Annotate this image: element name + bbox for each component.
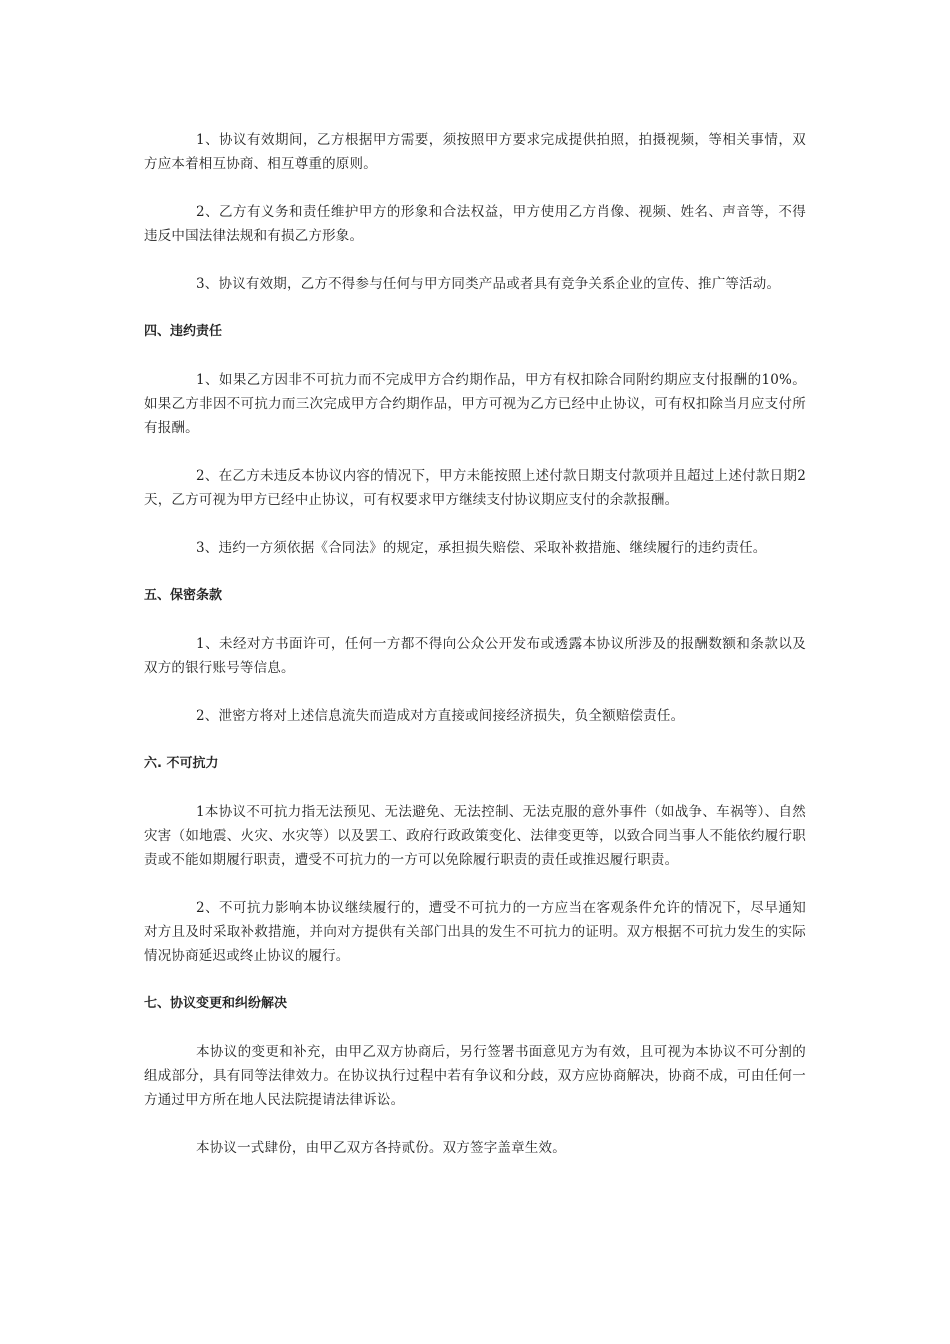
clause-amendment-1: 本协议的变更和补充，由甲乙双方协商后，另行签署书面意见方为有效，且可视为本协议不可分割的组成部分，具有同等法律效力。在协议执行过程中若有争议和分歧，双方应协商解决，协商不成，可由任何一方通过甲方所在地人民法院提请法律诉讼。	[144, 1044, 806, 1108]
clause-force-majeure-1: 1本协议不可抗力指无法预见、无法避免、无法控制、无法克服的意外事件（如战争、车祸等）、自然灾害（如地震、火灾、水灾等）以及罢工、政府行政政策变化、法律变更等，以致合同当事人不能依约履行职责或不能如期履行职责，遭受不可抗力的一方可以免除履行职责的责任或推迟履行职责。	[144, 804, 806, 868]
clause-force-majeure-2: 2、不可抗力影响本协议继续履行的，遭受不可抗力的一方应当在客观条件允许的情况下，尽早通知对方且及时采取补救措施，并向对方提供有关部门出具的发生不可抗力的证明。双方根据不可抗力发生的实际情况协商延迟或终止协议的履行。	[144, 900, 806, 964]
section-heading-force-majeure: 六. 不可抗力	[144, 756, 219, 771]
section-heading-amendment: 七、协议变更和纠纷解决	[144, 996, 288, 1011]
clause-breach-1: 1、如果乙方因非不可抗力而不完成甲方合约期作品，甲方有权扣除合同附约期应支付报酬的10%。如果乙方非因不可抗力而三次完成甲方合约期作品，甲方可视为乙方已经中止协议，可有权扣除当月应支付所有报酬。	[144, 372, 806, 436]
section-heading-breach: 四、违约责任	[144, 324, 223, 339]
clause-breach-3: 3、违约一方须依据《合同法》的规定，承担损失赔偿、采取补救措施、继续履行的违约责任。	[196, 540, 767, 556]
document-page	[144, 128, 806, 1184]
clause-breach-2: 2、在乙方未违反本协议内容的情况下，甲方未能按照上述付款日期支付款项并且超过上述付款日期2天，乙方可视为甲方已经中止协议，可有权要求甲方继续支付协议期应支付的余款报酬。	[144, 468, 806, 508]
clause-intro-1: 1、协议有效期间，乙方根据甲方需要，须按照甲方要求完成提供拍照，拍摄视频，等相关事情，双方应本着相互协商、相互尊重的原则。	[144, 132, 806, 172]
section-heading-confidentiality: 五、保密条款	[144, 588, 223, 603]
clause-intro-2: 2、乙方有义务和责任维护甲方的形象和合法权益，甲方使用乙方肖像、视频、姓名、声音等，不得违反中国法律法规和有损乙方形象。	[144, 204, 806, 244]
clause-confidentiality-1: 1、未经对方书面许可，任何一方都不得向公众公开发布或透露本协议所涉及的报酬数额和条款以及双方的银行账号等信息。	[144, 636, 806, 676]
clause-amendment-2: 本协议一式肆份，由甲乙双方各持贰份。双方签字盖章生效。	[196, 1140, 566, 1156]
clause-confidentiality-2: 2、泄密方将对上述信息流失而造成对方直接或间接经济损失，负全额赔偿责任。	[196, 708, 685, 724]
clause-intro-3: 3、协议有效期，乙方不得参与任何与甲方同类产品或者具有竞争关系企业的宣传、推广等活动。	[196, 276, 781, 292]
